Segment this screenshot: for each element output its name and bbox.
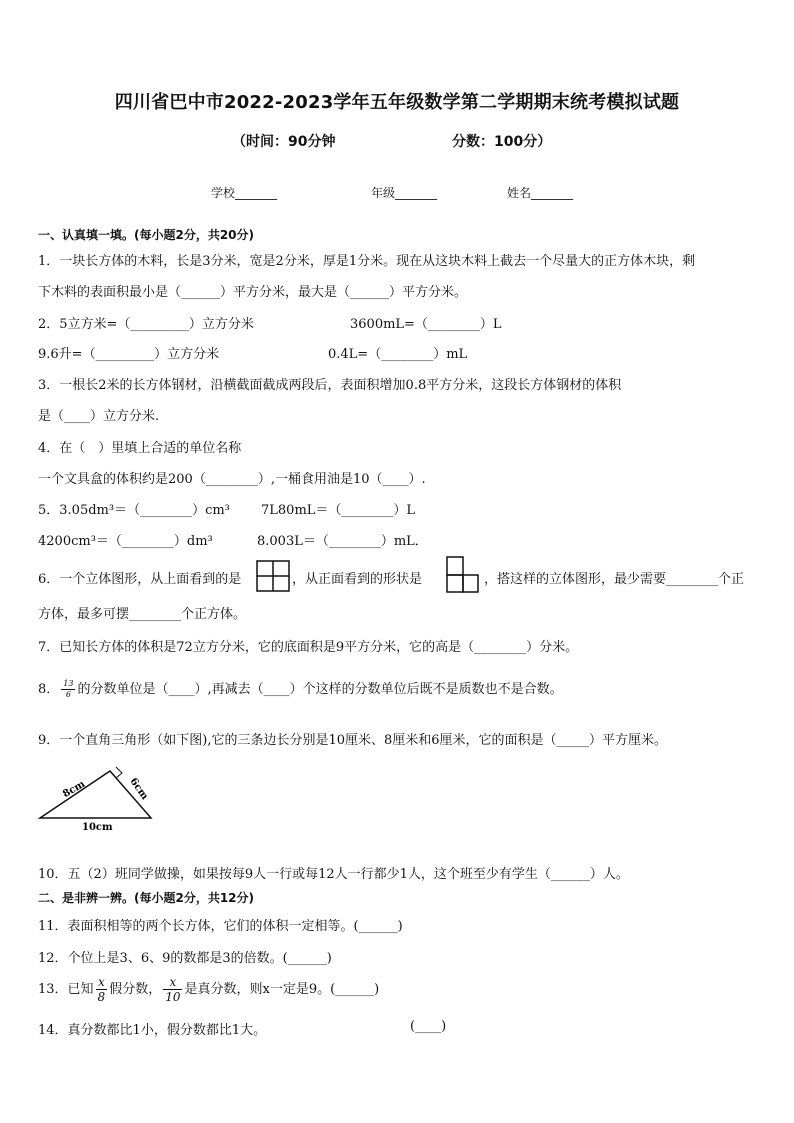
- name-field: 姓名_______: [507, 186, 574, 200]
- question-2-part-4: 0.4L=（________）mL: [328, 347, 468, 362]
- question-4-line-2: 一个文具盒的体积约是200（________）,一桶食用油是10（____）.: [38, 472, 426, 487]
- question-8: [38, 678, 563, 699]
- question-7: 7．已知长方体的体积是72立方分米，它的底面积是9平方分米，它的高是（________）分米。: [38, 640, 579, 655]
- section-1-heading: 一、认真填一填。(每小题2分，共20分): [38, 228, 255, 242]
- top-view-grid-icon: [256, 560, 290, 592]
- question-11: 11．表面积相等的两个长方体，它们的体积一定相等。(______): [38, 919, 403, 934]
- fraction-13-6: $\frac{13}{6}$: [63, 679, 74, 699]
- grade-field: 年级_______: [371, 186, 438, 200]
- question-13-text-2: 假分数，: [109, 982, 162, 997]
- question-2-part-1: 2．5立方米=（_________）立方分米: [38, 317, 254, 332]
- question-9: 9．一个直角三角形（如下图),它的三条边长分别是10厘米、8厘米和6厘米，它的面积是（_____）平方厘米。: [38, 733, 668, 748]
- school-field: 学校_______: [211, 186, 278, 200]
- question-1-line-1: 1．一块长方体的木料，长是3分米，宽是2分米，厚是1分米。现在从这块木料上截去一个尽量大的正方体木块，剩: [38, 254, 696, 269]
- question-8-number: 8．: [38, 682, 60, 697]
- question-2-part-2: 3600mL=（________）L: [350, 317, 502, 332]
- question-12: 12．个位上是3、6、9的数都是3的倍数。(______): [38, 951, 332, 966]
- question-10: 10．五（2）班同学做操，如果按每9人一行或每12人一行都少1人，这个班至少有学生（______）人。: [38, 867, 629, 882]
- question-5-part-2: 7L80mL＝（________）L: [261, 503, 416, 518]
- question-3-line-1: 3．一根长2米的长方体钢材，沿横截面截成两段后，表面积增加0.8平方分米，这段长方体钢材的体积: [38, 378, 622, 393]
- section-2-heading: 二、是非辨一辨。(每小题2分，共12分): [38, 891, 255, 905]
- question-14-answer-blank: (____): [410, 1019, 447, 1034]
- question-3-line-2: 是（____）立方分米.: [38, 409, 160, 424]
- question-13: [38, 976, 379, 1003]
- front-view-grid-icon: [446, 556, 480, 594]
- question-13-text-1: 13．已知: [38, 982, 94, 997]
- question-5-part-4: 8.003L＝（________）mL．: [257, 534, 428, 549]
- exam-time: （时间：90分钟: [232, 134, 336, 150]
- question-6-text-1: 6．一个立体图形，从上面看到的是: [38, 572, 242, 587]
- question-6-text-2: ，从正面看到的形状是: [292, 572, 423, 587]
- question-2-part-3: 9.6升=（_________）立方分米: [38, 347, 220, 362]
- triangle-side-6cm: 6cm: [127, 776, 150, 802]
- question-6-text-3: ，搭这样的立体图形，最少需要________个正: [484, 572, 745, 587]
- question-13-text-3: 是真分数，则x一定是9。(______): [184, 982, 380, 997]
- fraction-x-8: $\frac{x}{8}$: [97, 975, 106, 1004]
- page-title: 四川省巴中市2022-2023学年五年级数学第二学期期末统考模拟试题: [114, 92, 680, 113]
- question-1-line-2: 下木料的表面积最小是（______）平方分米，最大是（______）平方分米。: [38, 285, 468, 300]
- triangle-side-10cm: 10cm: [82, 822, 113, 833]
- question-6-text-4: 方体，最多可摆________个正方体。: [38, 607, 247, 622]
- question-5-part-1: 5．3.05dm³＝（________）cm³: [38, 503, 230, 518]
- right-triangle-figure: [34, 764, 164, 834]
- question-4-line-1: 4．在（ ）里填上合适的单位名称: [38, 441, 242, 456]
- triangle-side-8cm: 8cm: [61, 778, 88, 801]
- question-14-text: 14．真分数都比1小，假分数都比1大。: [38, 1023, 267, 1038]
- question-5-part-3: 4200cm³＝（________）dm³: [38, 534, 213, 549]
- fraction-x-10: $\frac{x}{10}$: [165, 975, 181, 1004]
- question-8-text: 的分数单位是（____）,再减去（____）个这样的分数单位后既不是质数也不是合数。: [77, 682, 563, 697]
- exam-score: 分数：100分）: [452, 134, 552, 150]
